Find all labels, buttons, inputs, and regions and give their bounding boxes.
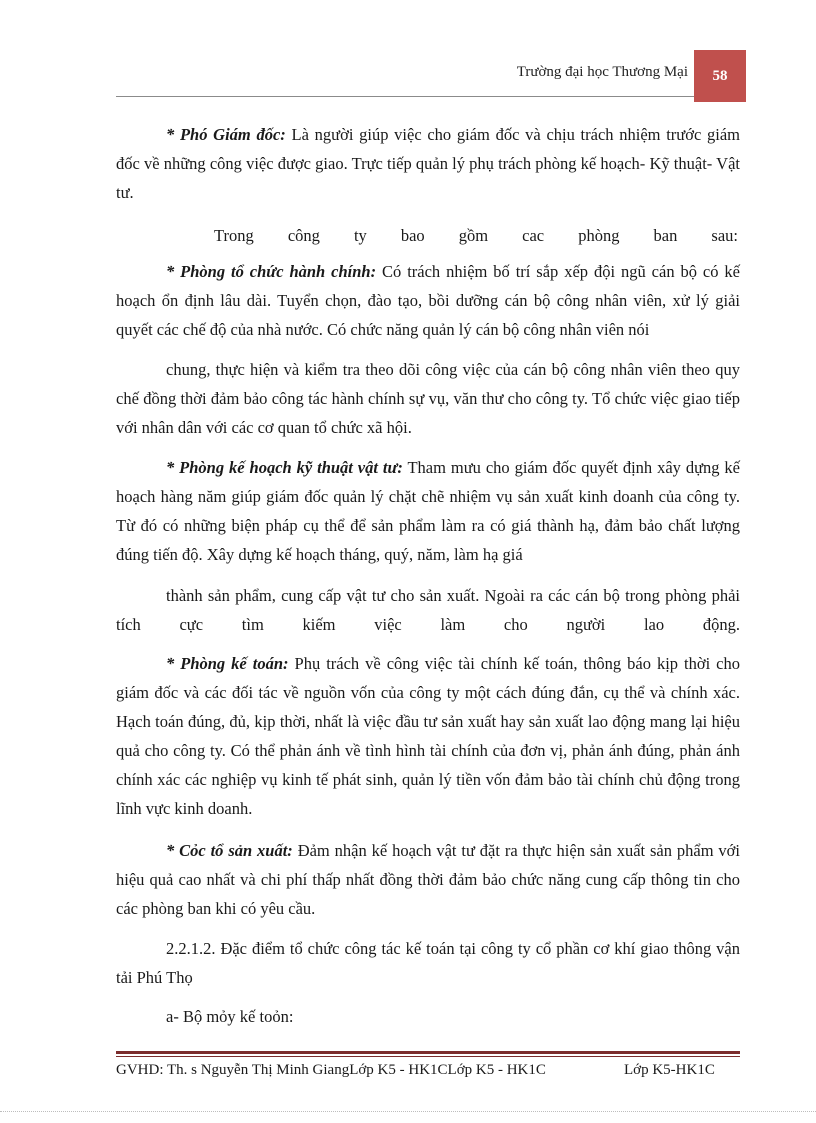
paragraph-lead: * Phòng kế toán: bbox=[166, 654, 289, 673]
paragraph-lead: * Phó Giám đốc: bbox=[166, 125, 286, 144]
paragraph-text: Phụ trách về công việc tài chính kế toán, thông báo kịp thời cho giám đốc và các đối tác về nguồn vốn của công ty một cách đúng đắn, cụ thể và chính xác. Hạch toán đúng, đủ, kịp thời, nhất là việc đầu tư sản xuất hay sản xuất lao động mang lại hiệu quả cho công ty. Có thể phản ánh về tình hình tài chính của đơn vị, phản ánh đúng, phản ánh chính xác các nghiệp vụ kinh tế phát sinh, quản lý tiền vốn đảm bảo tài chính chủ động trong lĩnh vực kinh doanh. bbox=[116, 654, 740, 818]
paragraph-departments-intro: Trong công ty bao gồm cac phòng ban sau: bbox=[214, 226, 738, 245]
paragraph-text: Là người giúp việc cho giám đốc và chịu trách nhiệm trước giám đốc về những công việc được giao. Trực tiếp quản lý phụ trách phòng kế hoạch- Kỹ thuật- Vật tư. bbox=[116, 125, 740, 202]
page-bottom-border bbox=[0, 1111, 816, 1112]
paragraph-text: Tham mưu cho giám đốc quyết định xây dựng kế hoạch hàng năm giúp giám đốc quản lý chặt chẽ nhiệm vụ sản xuất kinh doanh của công ty. Từ đó có những biện pháp cụ thể để sản phẩm làm ra có giá thành hạ, đảm bảo chất lượng đúng tiến độ. Xây dựng kế hoạch tháng, quý, năm, làm hạ giá bbox=[116, 458, 741, 564]
section-heading-accounting-organization: 2.2.1.2. Đặc điểm tổ chức công tác kế toán tại công ty cổ phần cơ khí giao thông vận tải Phú Thọ bbox=[116, 939, 740, 987]
paragraph-accounting-department bbox=[116, 649, 740, 823]
paragraph-vice-director bbox=[116, 120, 740, 207]
paragraph-text: Đảm nhận kế hoạch vật tư đặt ra thực hiện sản xuất sản phẩm với hiệu quả cao nhất và chi phí thấp nhất đồng thời đảm bảo chức năng cung cấp thông tin cho các phòng ban khi có yêu cầu. bbox=[116, 841, 740, 918]
footer-class: Lớp K5-HK1C bbox=[624, 1062, 715, 1078]
footer-rule-thick bbox=[116, 1051, 740, 1054]
paragraph-lead: * Phòng kế hoạch kỹ thuật vật tư: bbox=[166, 458, 403, 477]
paragraph-production-teams bbox=[116, 836, 740, 923]
footer-rule-thin bbox=[116, 1056, 740, 1057]
paragraph-planning-department bbox=[116, 453, 740, 569]
paragraph-admin-department bbox=[116, 257, 740, 344]
subsection-heading-accounting-apparatus: a- Bộ mỏy kế toỏn: bbox=[166, 1007, 294, 1026]
paragraph-text: Có trách nhiệm bố trí sắp xếp đội ngũ cán bộ có kế hoạch ổn định lâu dài. Tuyển chọn, đào tạo, bồi dưỡng cán bộ công nhân viên, xử lý giải quyết các chế độ của nhà nước. Có chức năng quản lý cán bộ công nhân viên nói bbox=[116, 262, 741, 339]
page-number-badge: 58 bbox=[694, 50, 746, 102]
paragraph-planning-continued: thành sản phẩm, cung cấp vật tư cho sản xuất. Ngoài ra các cán bộ trong phòng phải tích cực tìm kiếm việc làm cho người lao động. bbox=[116, 586, 740, 634]
header-divider bbox=[116, 96, 694, 97]
paragraph-admin-continued: chung, thực hiện và kiểm tra theo dõi công việc của cán bộ công nhân viên theo quy chế đồng thời đảm bảo công tác hành chính sự vụ, văn thư cho công ty. Tổ chức việc giao tiếp với nhân dân với các cơ quan tổ chức xã hội. bbox=[116, 360, 740, 437]
paragraph-lead: * Phòng tổ chức hành chính: bbox=[166, 262, 377, 281]
header-school-name: Trường đại học Thương Mại bbox=[516, 64, 688, 80]
paragraph-lead: * Cỏc tổ sản xuất: bbox=[166, 841, 293, 860]
footer-advisor: GVHD: Th. s Nguyễn Thị Minh GiangLớp K5 - HK1CLớp K5 - HK1C bbox=[116, 1062, 546, 1078]
